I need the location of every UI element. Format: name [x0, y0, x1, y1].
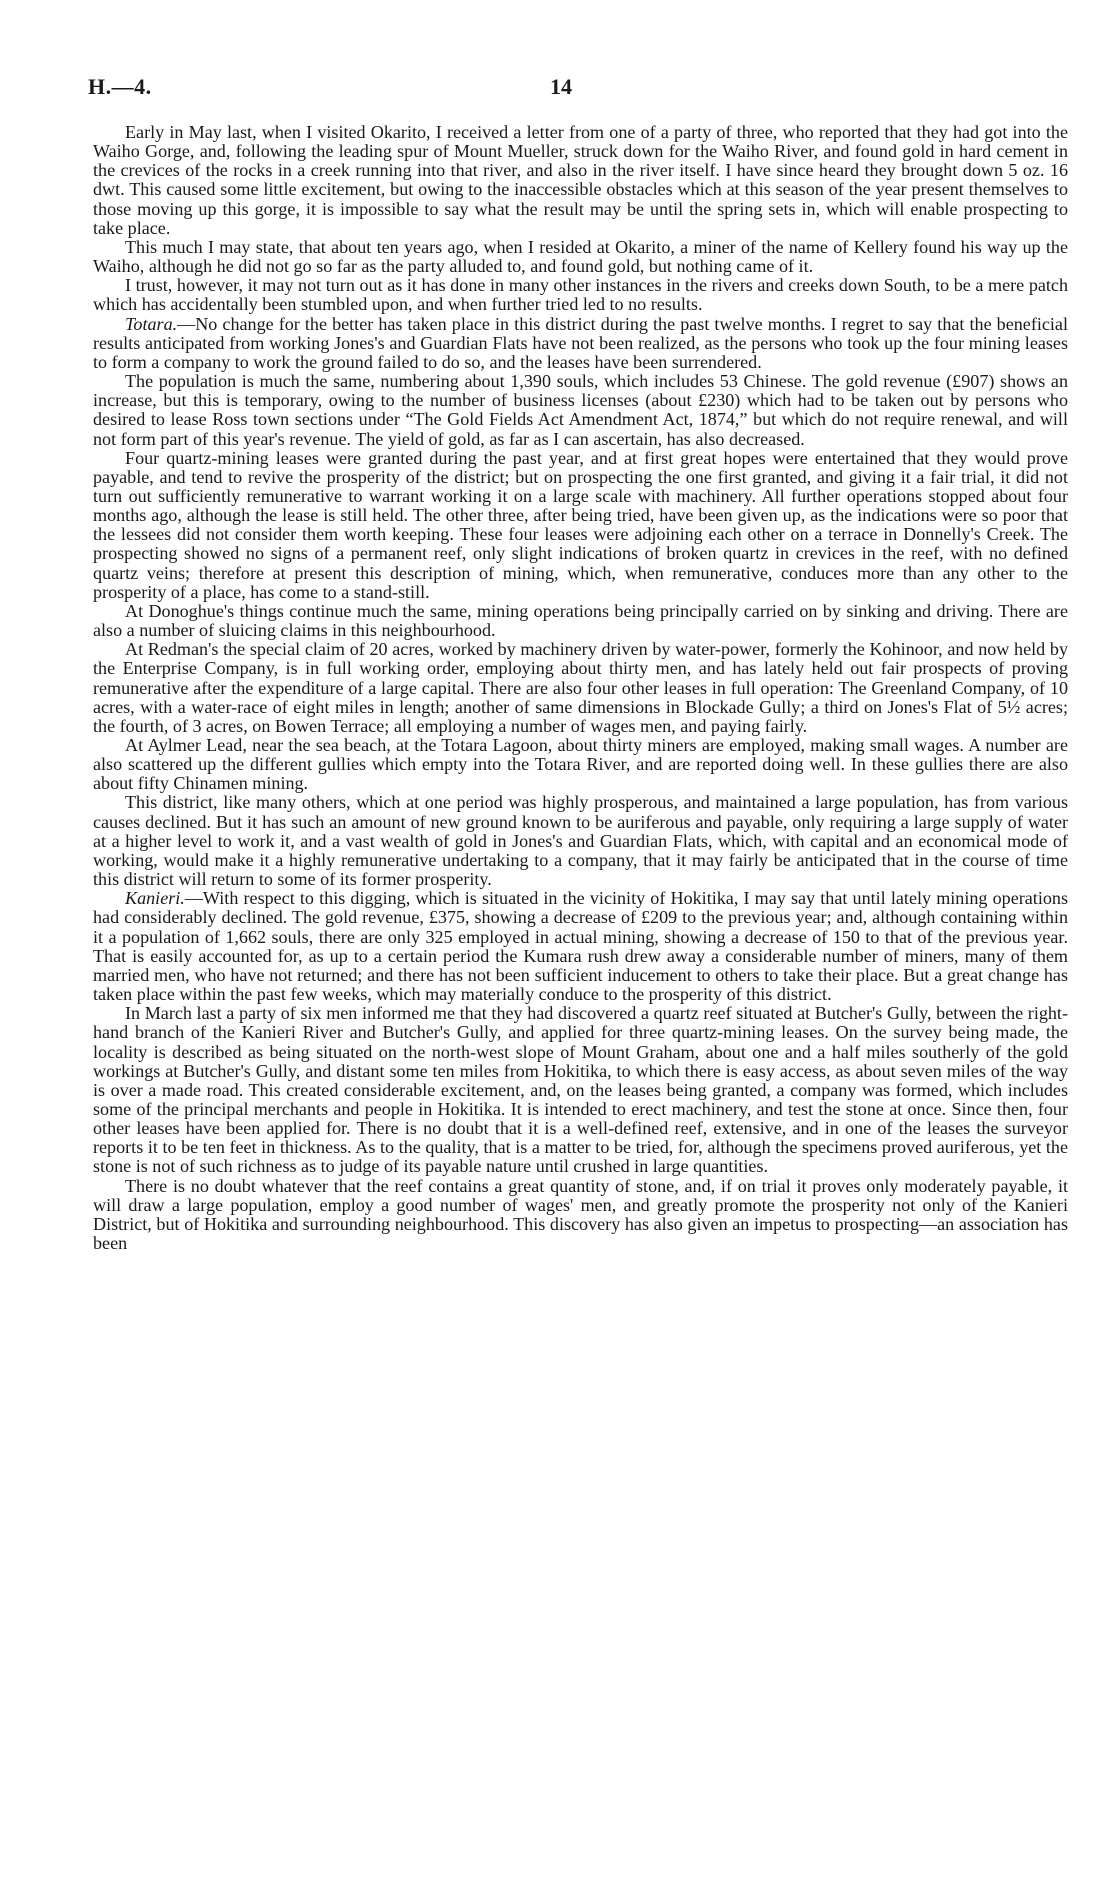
- paragraph: [93, 640, 1068, 736]
- paragraph: [93, 889, 1068, 1004]
- body-text: [93, 123, 1068, 1253]
- document-reference: H.—4.: [88, 74, 152, 99]
- paragraph-text: At Aylmer Lead, near the sea beach, at the Totara Lagoon, about thirty miners are employed, making small wages. A number are also scattered up the different gullies which empty into the Totara River, and are reported doing well. In these gullies there are also about fifty Chinamen mining.: [93, 735, 1068, 794]
- paragraph-text: Four quartz-mining leases were granted during the past year, and at first great hopes were entertained that they would prove payable, and tend to revive the prosperity of the district; but on prospecting the one first granted, and giving it a fair trial, it did not turn out sufficiently remunerative to warrant working it on a large scale with machinery. All further operations stopped about four months ago, although the lease is still held. The other three, after being tried, have been given up, as the indications were so poor that the lessees did not consider them worth keeping. These four leases were adjoining each other on a terrace in Donnelly's Creek. The prospecting showed no signs of a permanent reef, only slight indications of broken quartz in crevices in the reef, with no defined quartz veins; therefore at present this description of mining, which, when remunerative, conduces more than any other to the prosperity of a place, has come to a stand-still.: [93, 447, 1068, 602]
- paragraph: [93, 372, 1068, 449]
- paragraph: [93, 602, 1068, 640]
- paragraph-text: This much I may state, that about ten years ago, when I resided at Okarito, a miner of the name of Kellery found his way up the Waiho, although he did not go so far as the party alluded to, and found gold, but nothing came of it.: [93, 236, 1068, 277]
- paragraph: [93, 123, 1068, 238]
- paragraph-text: At Redman's the special claim of 20 acres, worked by machinery driven by water-power, formerly the Kohinoor, and now held by the Enterprise Company, is in full working order, employing about thirty men, and has lately held out fair prospects of proving remunerative after the expenditure of a large capital. There are also four other leases in full operation: The Greenland Company, of 10 acres, with a water-race of eight miles in length; another of same dimensions in Blockade Gully; a third on Jones's Flat of 5½ acres; the fourth, of 3 acres, on Bowen Terrace; all employing a number of wages men, and paying fairly.: [93, 639, 1068, 736]
- paragraph: [93, 736, 1068, 793]
- paragraph: [93, 449, 1068, 602]
- paragraph: [93, 1177, 1068, 1254]
- paragraph: [93, 276, 1068, 314]
- paragraph-text: This district, like many others, which at one period was highly prosperous, and maintained a large population, has from various causes declined. But it has such an amount of new ground known to be auriferous and payable, only requiring a large supply of water at a higher level to work it, and a vast wealth of gold in Jones's and Guardian Flats, which, with capital and an economical mode of working, would make it a highly remunerative undertaking to a company, that it may fairly be anticipated that in the course of time this district will return to some of its former prosperity.: [93, 792, 1068, 890]
- paragraph-text: I trust, however, it may not turn out as it has done in many other instances in the rivers and creeks down South, to be a mere patch which has accidentally been stumbled upon, and when further tried led to no results.: [93, 275, 1068, 315]
- paragraph-heading: Kanieri.: [125, 888, 185, 909]
- page-number: 14: [550, 74, 572, 99]
- paragraph-text: In March last a party of six men informed me that they had discovered a quartz reef situated at Butcher's Gully, between the right-hand branch of the Kanieri River and Butcher's Gully, and applied for three quartz-mining leases. On the survey being made, the locality is described as being situated on the north-west slope of Mount Graham, about one and a half miles southerly of the gold workings at Butcher's Gully, and distant some ten miles from Hokitika, to which there is easy access, as about seven miles of the way is over a made road. This created considerable excitement, and, on the leases being granted, a company was formed, which includes some of the principal merchants and people in Hokitika. It is intended to erect machinery, and test the stone at once. Since then, four other leases have been applied for. There is no doubt that it is a well-defined reef, extensive, and in one of the leases the surveyor reports it to be ten feet in thickness. As to the quality, that is a matter to be tried, for, although the specimens proved auriferous, yet the stone is not of such richness as to judge of its payable nature until crushed in large quantities.: [93, 1003, 1068, 1177]
- paragraph-text: The population is much the same, numbering about 1,390 souls, which includes 53 Chinese. The gold revenue (£907) shows an increase, but this is temporary, owing to the number of business licenses (about £230) which had to be taken out by persons who desired to lease Ross town sections under “The Gold Fields Act Amendment Act, 1874,” but which do not require renewal, and will not form part of this year's revenue. The yield of gold, as far as I can ascertain, has also decreased.: [93, 371, 1068, 449]
- paragraph-text: —With respect to this digging, which is situated in the vicinity of Hokitika, I may say that until lately mining operations had considerably declined. The gold revenue, £375, showing a decrease of £209 to the previous year; and, although containing within it a population of 1,662 souls, there are only 325 employed in actual mining, showing a decrease of 150 to that of the previous year. That is easily accounted for, as up to a certain period the Kumara rush drew away a considerable number of miners, many of them married men, who have not returned; and there has not been sufficient inducement to others to take their place. But a great change has taken place within the past few weeks, which may materially conduce to the prosperity of this district.: [93, 888, 1068, 1005]
- paragraph-text: Early in May last, when I visited Okarito, I received a letter from one of a party of three, who reported that they had got into the Waiho Gorge, and, following the leading spur of Mount Mueller, struck down for the Waiho River, and found gold in hard cement in the crevices of the rocks in a creek running into that river, and also in the river itself. I have since heard they brought down 5 oz. 16 dwt. This caused some little excitement, but owing to the inaccessible obstacles which at this season of the year present themselves to those moving up this gorge, it is impossible to say what the result may be until the spring sets in, which will enable prospecting to take place.: [93, 122, 1068, 238]
- paragraph-heading: Totara.: [125, 313, 178, 334]
- paragraph: [93, 238, 1068, 276]
- paragraph-text: There is no doubt whatever that the reef contains a great quantity of stone, and, if on trial it proves only moderately payable, it will draw a large population, employ a good number of wages' men, and greatly promote the prosperity not only of the Kanieri District, but of Hokitika and surrounding neighbourhood. This discovery has also given an impetus to prospecting—an association has been: [93, 1175, 1068, 1254]
- paragraph: [93, 1004, 1068, 1176]
- paragraph-text: At Donoghue's things continue much the same, mining operations being principally carried on by sinking and driving. There are also a number of sluicing claims in this neighbourhood.: [93, 600, 1068, 641]
- paragraph-text: —No change for the better has taken place in this district during the past twelve months. I regret to say that the beneficial results anticipated from working Jones's and Guardian Flats have not been realized, as the persons who took up the four mining leases to form a company to work the ground failed to do so, and the leases have been surrendered.: [93, 313, 1068, 372]
- paragraph: [93, 315, 1068, 372]
- running-head: [88, 74, 1068, 102]
- paragraph: [93, 793, 1068, 889]
